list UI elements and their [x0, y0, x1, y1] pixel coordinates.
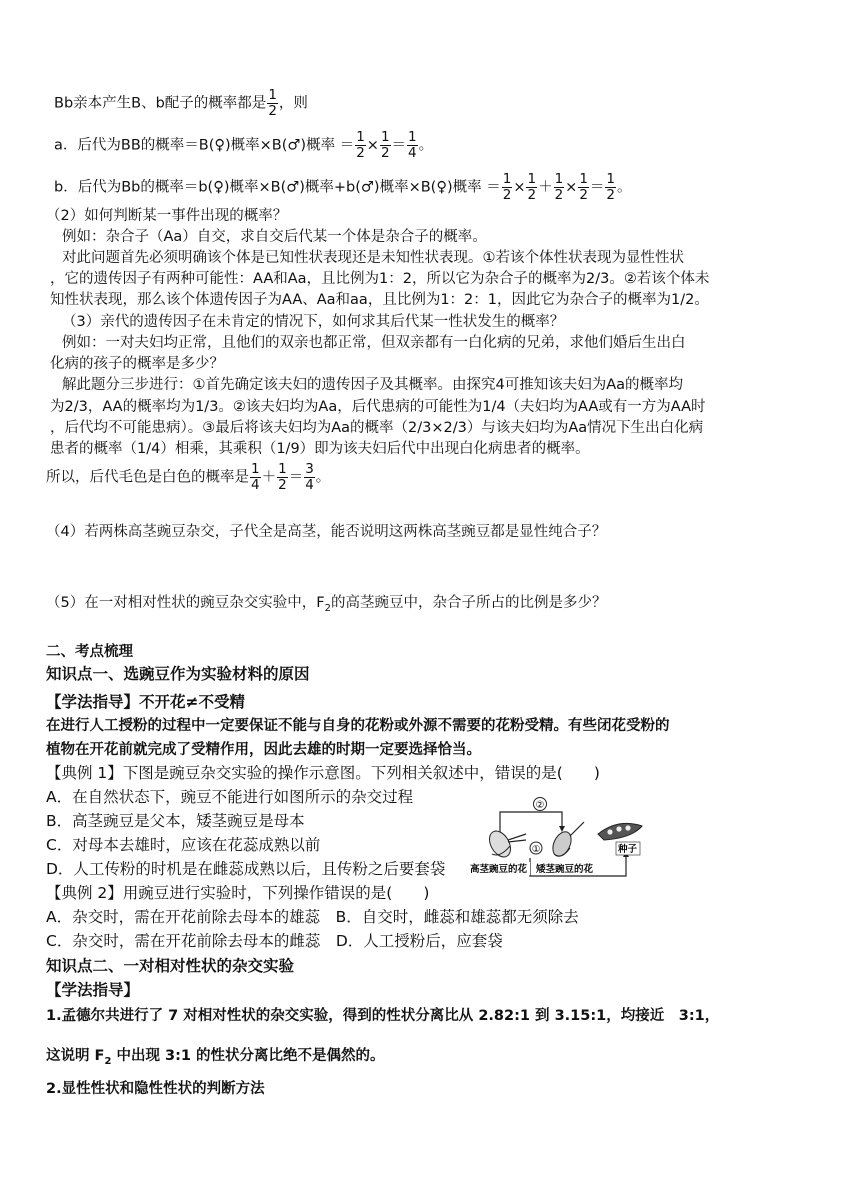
example-text: 例如：一对夫妇均正常，且他们的双亲也都正常，但双亲都有一白化病的兄弟，求他们婚后生出白 — [62, 335, 686, 351]
fraction — [304, 462, 315, 493]
seed-pod-icon — [598, 823, 642, 840]
denominator: 4 — [305, 477, 314, 493]
option-c[interactable]: C．对母本去雄时，应该在花蕊成熟以前 — [46, 836, 321, 854]
bracket-line — [500, 812, 562, 834]
tall-pea-flower — [485, 827, 515, 860]
subscript: 2 — [104, 1055, 112, 1067]
method-guide-heading: 【学法指导】不开花≠不受精 — [46, 693, 245, 711]
short-flower-label: 矮茎豌豆的花 — [536, 864, 594, 875]
numerator: 1 — [278, 461, 287, 477]
step2-label: ② — [535, 800, 545, 811]
fraction — [502, 172, 513, 203]
guide-text: 在进行人工授粉的过程中一定要保证不能与自身的花粉或外源不需要的花粉受精。有些闭花受粉的 — [46, 718, 670, 734]
text: 这说明 F — [46, 1048, 105, 1064]
numerator: 1 — [356, 129, 365, 145]
denominator: 2 — [268, 103, 277, 119]
text: ＋ — [261, 469, 277, 486]
numerator: 1 — [606, 171, 615, 187]
text-line — [54, 172, 632, 203]
denominator: 4 — [251, 477, 260, 493]
numerator: 1 — [408, 129, 417, 145]
numerator: 1 — [502, 171, 512, 187]
short-pea-flower — [549, 829, 574, 859]
knowledge-point-heading: 知识点一、选豌豆作为实验材料的原因 — [46, 665, 310, 683]
seed-icon — [616, 826, 621, 831]
knowledge-point-heading: 知识点二、一对相对性状的杂交实验 — [46, 957, 295, 975]
paragraph-line: ，它的遗传因子有两种可能性：AA和Aa，且比例为1：2，所以它为杂合子的概率为2/3。②若该个体未 — [50, 271, 710, 287]
text: 。 — [617, 179, 632, 196]
text: ＋ — [538, 179, 553, 196]
hybridization-diagram — [470, 796, 656, 888]
example-question: 【典例 1】下图是豌豆杂交实验的操作示意图。下列相关叙述中，错误的是( ) — [46, 764, 600, 782]
tweezers-icon — [508, 840, 526, 842]
seed-label: 种子 — [618, 844, 638, 855]
fraction — [250, 462, 261, 493]
solution-line: 患者的概率（1/4）相乘，其乘积（1/9）即为该夫妇后代中出现白化病患者的概率。 — [50, 441, 590, 457]
numerator: 1 — [554, 171, 564, 187]
guide-text — [46, 1046, 385, 1072]
paragraph-line: 对此问题首先必须明确该个体是已知性状表现还是未知性状表现。①若该个体性状表现为显性性状 — [62, 250, 684, 266]
guide-text: 1.孟德尔共进行了 7 对相对性状的杂交实验，得到的性状分离比从 2.82:1 到 3.15:1，均接近 3:1， — [46, 1008, 720, 1024]
text: Bb亲本产生B、b配子的概率都是 — [54, 95, 267, 112]
denominator: 2 — [606, 187, 615, 203]
denominator: 2 — [380, 145, 390, 161]
text: ＝ — [391, 137, 407, 154]
text: 中出现 3:1 的性状分离比绝不是偶然的。 — [111, 1048, 385, 1064]
text: 。 — [418, 137, 434, 154]
denominator: 2 — [579, 187, 588, 203]
option-b[interactable]: B．高茎豌豆是父本，矮茎豌豆是母本 — [46, 812, 305, 830]
numerator: 1 — [527, 171, 537, 187]
denominator: 2 — [356, 145, 365, 161]
guide-text: 2.显性性状和隐性性状的判断方法 — [46, 1081, 265, 1097]
numerator: 1 — [380, 129, 390, 145]
numerator: 1 — [579, 171, 588, 187]
text: （5）在一对相对性状的豌豆杂交实验中，F — [46, 595, 325, 611]
example-question: 【典例 2】用豌豆进行实验时，下列操作错误的是( ) — [46, 884, 430, 902]
fraction — [267, 88, 278, 119]
text: 所以，后代毛色是白色的概率是 — [46, 469, 249, 486]
question-3: （3）亲代的遗传因子在未肯定的情况下，如何求其后代某一性状发生的概率？ — [62, 314, 565, 330]
text: ＝ — [589, 179, 605, 196]
numerator: 3 — [305, 461, 314, 477]
example-text: 化病的孩子的概率是多少？ — [50, 356, 224, 372]
text: ＝ — [288, 469, 304, 486]
step1-label: ① — [531, 844, 541, 855]
fraction — [407, 130, 418, 161]
question-4: （4）若两株高茎豌豆杂交，子代全是高茎，能否说明这两株高茎豌豆都是显性纯合子？ — [46, 524, 607, 540]
options-ab[interactable]: A．杂交时，需在开花前除去母本的雄蕊 B．自交时，雌蕊和雄蕊都无须除去 — [46, 908, 579, 926]
seed-icon — [607, 829, 612, 834]
tall-flower-label: 高茎豌豆的花 — [470, 864, 528, 875]
section-heading: 二、考点梳理 — [46, 644, 133, 660]
denominator: 2 — [502, 187, 512, 203]
denominator: 2 — [554, 187, 564, 203]
denominator: 4 — [408, 145, 417, 161]
denominator: 2 — [278, 477, 287, 493]
numerator: 1 — [251, 461, 260, 477]
fraction — [605, 172, 616, 203]
example-text: 例如：杂合子（Aa）自交，求自交后代某一个体是杂合子的概率。 — [62, 229, 487, 245]
option-a[interactable]: A．在自然状态下，豌豆不能进行如图所示的杂交过程 — [46, 788, 414, 806]
brush-icon — [570, 822, 584, 836]
solution-line: ，后代均不可能患病）。③最后将该夫妇均为Aa的概率（2/3×2/3）与该夫妇均为Aa情况下生出白化病 — [50, 420, 704, 436]
fraction — [526, 172, 537, 203]
solution-line: 为2/3，AA的概率均为1/3。②该夫妇均为Aa，后代患病的可能性为1/4（夫妇均为AA或有一方为AA时 — [50, 399, 706, 415]
guide-text: 植物在开花前就完成了受精作用，因此去雄的时期一定要选择恰当。 — [46, 742, 481, 758]
tweezers-icon — [508, 834, 526, 840]
solution-line: 解此题分三步进行：①首先确定该夫妇的遗传因子及其概率。由探究4可推知该夫妇为Aa的概率均 — [62, 377, 684, 393]
paragraph-line: 知性状表现，那么该个体遗传因子为AA、Aa和aa，且比例为1：2：1，因此它为杂合子的概率为1/2。 — [50, 292, 709, 308]
fraction — [277, 462, 288, 493]
text-line — [54, 130, 433, 161]
fraction — [380, 130, 391, 161]
numerator: 1 — [268, 87, 277, 103]
text: × — [366, 137, 379, 154]
question-2: （2）如何判断某一事件出现的概率？ — [46, 208, 288, 224]
arrow-head — [559, 826, 565, 832]
method-guide-heading: 【学法指导】 — [46, 981, 140, 999]
text: b．后代为Bb的概率＝b(♀)概率×B(♂)概率+b(♂)概率×B(♀)概率 ＝ — [54, 179, 501, 196]
text: × — [565, 179, 578, 196]
subscript: 2 — [324, 602, 331, 614]
text: ，则 — [278, 95, 308, 112]
conclusion-line — [46, 462, 330, 493]
option-d[interactable]: D．人工传粉的时机是在雌蕊成熟以后，且传粉之后要套袋 — [46, 860, 446, 878]
denominator: 2 — [527, 187, 537, 203]
text: 的高茎豌豆中，杂合子所占的比例是多少？ — [330, 595, 607, 611]
text: 。 — [315, 469, 331, 486]
fraction — [355, 130, 366, 161]
hybridization-diagram-svg — [470, 796, 656, 888]
text-line — [54, 88, 308, 119]
options-cd[interactable]: C．杂交时，需在开花前除去母本的雌蕊 D．人工授粉后，应套袋 — [46, 932, 503, 950]
text: × — [513, 179, 526, 196]
question-5 — [46, 593, 606, 619]
fraction — [578, 172, 589, 203]
seed-icon — [625, 825, 630, 830]
fraction — [554, 172, 565, 203]
text: a．后代为BB的概率＝B(♀)概率×B(♂)概率 ＝ — [54, 137, 355, 154]
